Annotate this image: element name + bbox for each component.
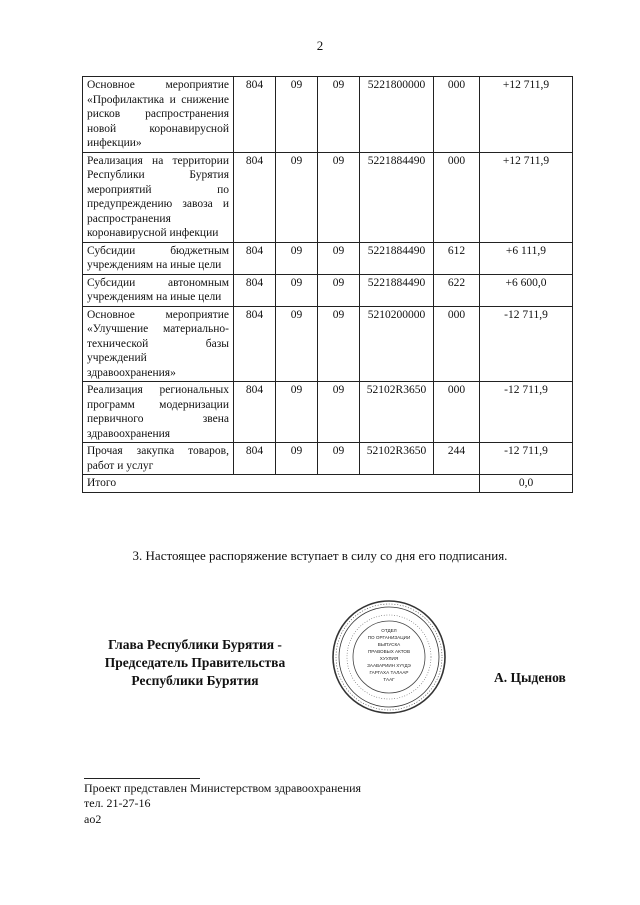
row-ministry-code: 804 [234,306,276,382]
row-expense-type-code: 000 [434,306,480,382]
table-row [83,274,573,306]
total-value: 0,0 [480,475,573,493]
row-description: Субсидии бюджетным учреждениям на иные цели [83,242,234,274]
official-seal [330,598,448,716]
row-target-code: 5221800000 [360,77,434,153]
row-ministry-code: 804 [234,242,276,274]
document-reference: ао2 [84,812,102,826]
footnote-divider [84,778,200,779]
row-section-code: 09 [276,306,318,382]
seal-line2: ПО ОРГАНИЗАЦИИ [367,635,411,640]
footnote [84,781,361,811]
row-description: Реализация региональных программ модернизации первичного звена здравоохранения [83,382,234,443]
seal-line8: ТААГ [383,677,395,682]
row-description: Субсидии автономным учреждениям на иные цели [83,274,234,306]
row-ministry-code: 804 [234,274,276,306]
row-section-code: 09 [276,242,318,274]
row-amount: +12 711,9 [480,77,573,153]
footnote-line1: Проект представлен Министерством здравоохранения [84,781,362,795]
row-ministry-code: 804 [234,77,276,153]
row-section-code: 09 [276,77,318,153]
row-section-code: 09 [276,152,318,242]
row-ministry-code: 804 [234,443,276,475]
row-amount: +12 711,9 [480,152,573,242]
row-amount: -12 711,9 [480,443,573,475]
seal-line3: ВЫПУСКА [377,642,401,647]
table-row [83,242,573,274]
total-label: Итого [83,475,480,493]
row-expense-type-code: 244 [434,443,480,475]
row-target-code: 5221884490 [360,242,434,274]
row-ministry-code: 804 [234,152,276,242]
signatory-title-line1: Глава Республики Бурятия - [108,637,282,652]
total-row [83,475,573,493]
row-section-code: 09 [276,274,318,306]
row-subsection-code: 09 [318,77,360,153]
clause-text: 3. Настоящее распоряжение вступает в силу со дня его подписания. [132,548,508,563]
row-amount: -12 711,9 [480,382,573,443]
row-target-code: 52102R3650 [360,382,434,443]
budget-table [82,76,573,493]
row-target-code: 5221884490 [360,152,434,242]
signatory-title-line3: Республики Бурятия [131,673,259,688]
row-expense-type-code: 000 [434,382,480,443]
row-expense-type-code: 622 [434,274,480,306]
seal-line5: ХУУЛИЯ [379,656,399,661]
seal-line4: ПРАВОВЫХ АКТОВ [367,649,411,654]
budget-table-body [83,77,573,475]
row-description: Основное мероприятие «Улучшение материально-технической базы учреждений здравоохранения» [83,306,234,382]
row-expense-type-code: 000 [434,152,480,242]
table-row [83,382,573,443]
signatory-title-line2: Председатель Правительства [104,655,286,670]
row-expense-type-code: 000 [434,77,480,153]
row-expense-type-code: 612 [434,242,480,274]
row-subsection-code: 09 [318,152,360,242]
row-subsection-code: 09 [318,382,360,443]
row-amount: +6 600,0 [480,274,573,306]
row-section-code: 09 [276,443,318,475]
row-subsection-code: 09 [318,242,360,274]
row-subsection-code: 09 [318,306,360,382]
footnote-line2: тел. 21-27-16 [84,796,151,810]
row-ministry-code: 804 [234,382,276,443]
signatory-name: А. Цыденов [494,670,566,685]
seal-line1: ОТДЕЛ [381,628,397,633]
row-amount: +6 111,9 [480,242,573,274]
row-subsection-code: 09 [318,443,360,475]
row-target-code: 5221884490 [360,274,434,306]
row-section-code: 09 [276,382,318,443]
table-row [83,77,573,153]
row-subsection-code: 09 [318,274,360,306]
row-amount: -12 711,9 [480,306,573,382]
signatory-title [82,636,308,690]
page-number: 2 [316,38,324,53]
table-row [83,306,573,382]
row-description: Прочая закупка товаров, работ и услуг [83,443,234,475]
row-target-code: 52102R3650 [360,443,434,475]
row-description: Реализация на территории Республики Бурятия мероприятий по предупреждению завоза и распространения коронавирусной инфекции [83,152,234,242]
table-row [83,152,573,242]
seal-line6: ЗААВАРИИН ХҮҮДЭ [367,663,411,668]
table-row [83,443,573,475]
row-description: Основное мероприятие «Профилактика и снижение рисков распространения новой коронавирусной инфекции» [83,77,234,153]
row-target-code: 5210200000 [360,306,434,382]
seal-line7: ГАРГАХА ТАЛААР [369,670,409,675]
